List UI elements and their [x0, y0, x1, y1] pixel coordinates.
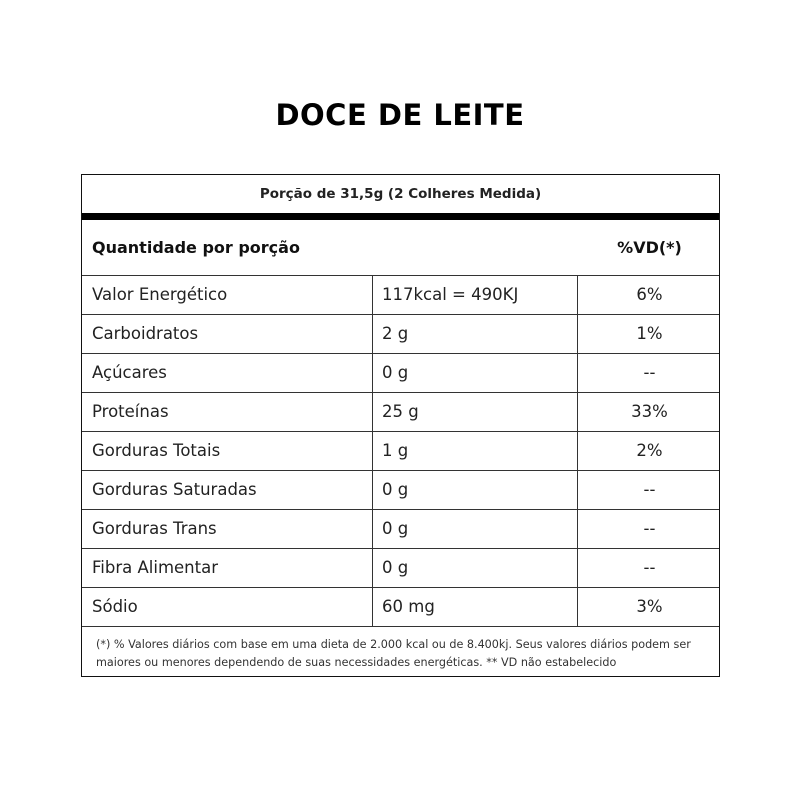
nutrient-name: Carboidratos [92, 324, 199, 343]
nutrient-name: Açúcares [92, 363, 167, 382]
nutrient-vd: -- [577, 354, 721, 392]
table-row [82, 432, 719, 471]
nutrient-amount: 60 mg [372, 588, 577, 626]
nutrient-amount: 0 g [372, 549, 577, 587]
vd-header: %VD(*) [617, 238, 682, 257]
nutrient-vd: -- [577, 549, 721, 587]
nutrient-name: Valor Energético [92, 285, 228, 304]
nutrient-vd: 1% [577, 315, 721, 353]
nutrient-amount: 0 g [372, 354, 577, 392]
table-row [82, 393, 719, 432]
nutrient-name: Gorduras Saturadas [92, 480, 257, 499]
table-row [82, 471, 719, 510]
nutrient-vd: 2% [577, 432, 721, 470]
table-row [82, 315, 719, 354]
thick-divider [82, 213, 719, 220]
nutrition-table [81, 174, 720, 677]
nutrient-amount: 0 g [372, 510, 577, 548]
table-row [82, 354, 719, 393]
nutrient-vd: 33% [577, 393, 721, 431]
nutrient-name: Sódio [92, 597, 138, 616]
nutrient-vd: 3% [577, 588, 721, 626]
nutrient-name: Gorduras Totais [92, 441, 221, 460]
footnote: (*) % Valores diários com base em uma dieta de 2.000 kcal ou de 8.400kj. Seus valores diários podem ser maiores ou menores dependendo de suas necessidades energéticas. ** VD não estabelecido [96, 638, 691, 669]
table-row [82, 549, 719, 588]
portion-info: Porção de 31,5g (2 Colheres Medida) [259, 186, 542, 202]
nutrient-vd: -- [577, 510, 721, 548]
product-title: DOCE DE LEITE [275, 98, 525, 132]
nutrient-amount: 0 g [372, 471, 577, 509]
nutrient-vd: 6% [577, 276, 721, 314]
quantity-header: Quantidade por porção [92, 238, 300, 257]
nutrient-name: Proteínas [92, 402, 169, 421]
nutrient-amount: 2 g [372, 315, 577, 353]
nutrient-name: Gorduras Trans [92, 519, 217, 538]
nutrient-amount: 25 g [372, 393, 577, 431]
table-row [82, 276, 719, 315]
nutrient-vd: -- [577, 471, 721, 509]
table-row [82, 588, 719, 627]
nutrient-amount: 117kcal = 490KJ [372, 276, 577, 314]
nutrient-name: Fibra Alimentar [92, 558, 218, 577]
table-header [82, 220, 719, 276]
table-row [82, 510, 719, 549]
nutrient-amount: 1 g [372, 432, 577, 470]
